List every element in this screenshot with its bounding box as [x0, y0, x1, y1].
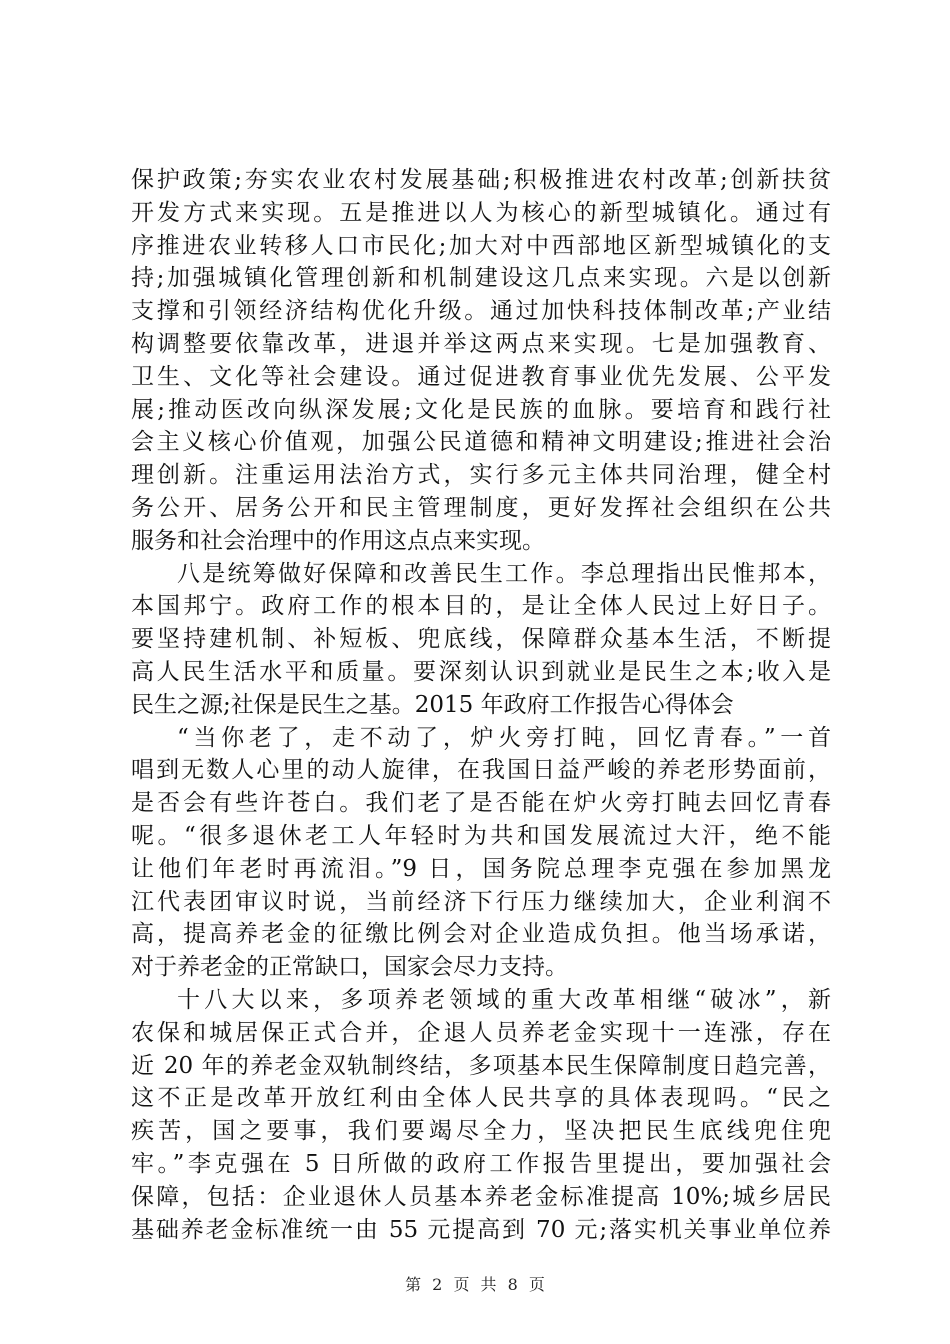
- text-line: 保护政策;夯实农业农村发展基础;积极推进农村改革;创新扶贫: [131, 167, 831, 193]
- text-line: 近 20 年的养老金双轨制终结，多项基本民生保障制度日趋完善，: [131, 1052, 831, 1079]
- text-line: 八是统筹做好保障和改善民生工作。李总理指出民惟邦本，: [177, 560, 831, 587]
- text-line: 高人民生活水平和质量。要深刻认识到就业是民生之本;收入是: [131, 658, 831, 685]
- text-line: 牢。”李克强在 5 日所做的政府工作报告里提出，要加强社会: [131, 1150, 831, 1177]
- text-line: 让他们年老时再流泪。”9 日，国务院总理李克强在参加黑龙: [131, 855, 831, 882]
- text-line: 是否会有些许苍白。我们老了是否能在炉火旁打盹去回忆青春: [131, 790, 831, 817]
- text-line: 理创新。注重运用法治方式，实行多元主体共同治理，健全村: [131, 462, 831, 489]
- text-line: 呢。“很多退休老工人年轻时为共和国发展流过大汗，绝不能: [131, 822, 831, 849]
- text-line: 开发方式来实现。五是推进以人为核心的新型城镇化。通过有: [131, 199, 831, 226]
- text-line: 序推进农业转移人口市民化;加大对中西部地区新型城镇化的支: [131, 232, 831, 259]
- text-line: 高，提高养老金的征缴比例会对企业造成负担。他当场承诺，: [131, 921, 831, 948]
- text-line: 保障，包括：企业退休人员基本养老金标准提高 10%;城乡居民: [131, 1183, 831, 1210]
- text-line: 江代表团审议时说，当前经济下行压力继续加大，企业利润不: [131, 888, 831, 915]
- text-line: 支撑和引领经济结构优化升级。通过加快科技体制改革;产业结: [131, 298, 831, 325]
- text-line: 务公开、居务公开和民主管理制度，更好发挥社会组织在公共: [131, 494, 831, 521]
- text-line: 唱到无数人心里的动人旋律，在我国日益严峻的养老形势面前，: [131, 757, 831, 784]
- text-line: 十八大以来，多项养老领域的重大改革相继“破冰”，新: [177, 986, 831, 1013]
- text-line: 服务和社会治理中的作用这点点来实现。: [131, 527, 545, 554]
- text-line: “当你老了，走不动了，炉火旁打盹，回忆青春。”一首: [177, 724, 831, 751]
- text-line: 疾苦，国之要事，我们要竭尽全力，坚决把民生底线兜住兜: [131, 1118, 831, 1145]
- text-line: 会主义核心价值观，加强公民道德和精神文明建设;推进社会治: [131, 429, 831, 456]
- text-line: 构调整要依靠改革，进退并举这两点来实现。七是加强教育、: [131, 330, 831, 357]
- text-line: 要坚持建机制、补短板、兜底线，保障群众基本生活，不断提: [131, 626, 831, 653]
- text-line: 展;推动医改向纵深发展;文化是民族的血脉。要培育和践行社: [131, 396, 831, 423]
- text-line: 卫生、文化等社会建设。通过促进教育事业优先发展、公平发: [131, 363, 831, 390]
- text-line: 持;加强城镇化管理创新和机制建设这几点来实现。六是以创新: [131, 265, 831, 292]
- text-line: 对于养老金的正常缺口，国家会尽力支持。: [131, 954, 568, 981]
- document-body: [131, 164, 831, 1246]
- text-line: 民生之源;社保是民生之基。2015 年政府工作报告心得体会: [131, 691, 734, 718]
- page-number-footer: 第 2 页 共 8 页: [405, 1275, 545, 1294]
- text-line: 基础养老金标准统一由 55 元提高到 70 元;落实机关事业单位养: [131, 1216, 831, 1243]
- text-line: 这不正是改革开放红利由全体人民共享的具体表现吗。“民之: [131, 1085, 831, 1112]
- text-line: 本国邦宁。政府工作的根本目的，是让全体人民过上好日子。: [131, 593, 831, 620]
- text-line: 农保和城居保正式合并，企退人员养老金实现十一连涨，存在: [131, 1019, 831, 1046]
